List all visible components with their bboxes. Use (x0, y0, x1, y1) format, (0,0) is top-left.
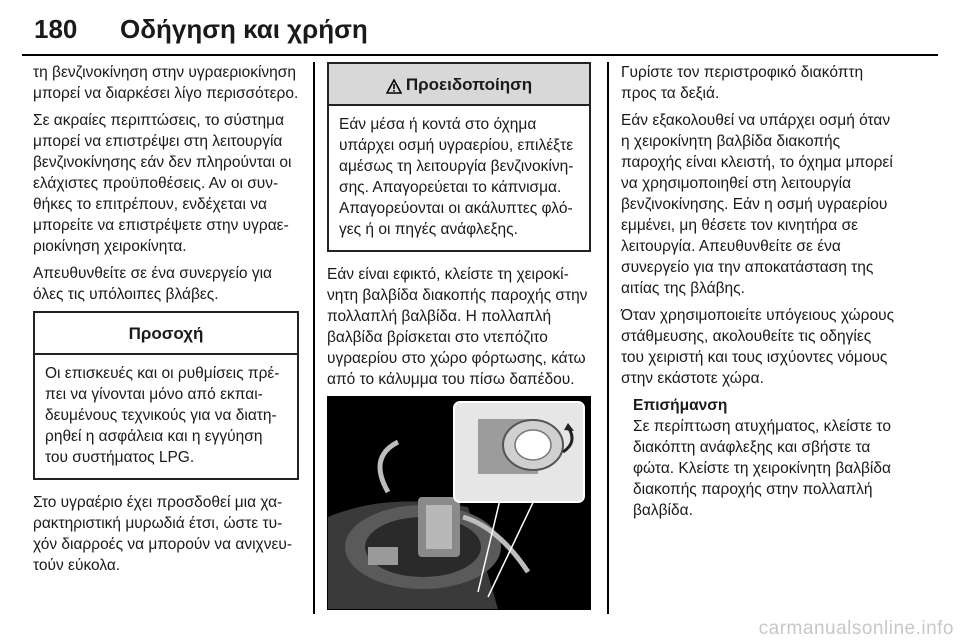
column-2 (327, 62, 591, 610)
column-1 (33, 62, 299, 582)
watermark: carmanualsonline.info (758, 618, 954, 639)
paragraph: Στο υγραέριο έχει προσδοθεί μια χαρακτηριστική μυρωδιά έτσι, ώστε τυχόν διαρροές να μπορούν να ανιχνευτούν εύκολα. (33, 494, 292, 574)
caution-box (33, 311, 299, 480)
warning-header (329, 64, 589, 106)
note-text: Σε περίπτωση ατυχήματος, κλείστε το διακόπτη ανάφλεξης και σβήστε τα φώτα. Κλείστε τη χειροκίνητη βαλβίδα διακοπής παροχής στην πολλαπλή βαλβίδα. (633, 418, 891, 519)
caution-title: Προσοχή (35, 313, 297, 355)
page-header (22, 0, 938, 56)
paragraph: Γυρίστε τον περιστροφικό διακόπτη προς τα δεξιά. (621, 64, 864, 102)
valve-illustration (327, 396, 591, 610)
column-3 (621, 62, 898, 521)
note-block (633, 395, 898, 521)
page-title: Οδήγηση και χρήση (120, 14, 368, 44)
warning-text: Εάν μέσα ή κοντά στο όχημα υπάρχει οσμή υγραερίου, επιλέξτε αμέσως τη λειτουργία βενζινοκίνησης. Απαγορεύεται το κάπνισμα. Απαγορεύονται οι ακάλυπτες φλόγες ή οι πηγές ανάφλεξης. (339, 116, 574, 238)
warning-triangle-icon (386, 78, 402, 93)
paragraph: Όταν χρησιμοποιείτε υπόγειους χώρους στάθμευσης, ακολουθείτε τις οδηγίες του χειριστή και τους ισχύοντες νόμους στην εκάστοτε χώρα. (621, 307, 895, 387)
page-number: 180 (34, 14, 78, 44)
paragraph: Εάν εξακολουθεί να υπάρχει οσμή όταν η χειροκίνητη βαλβίδα διακοπής παροχής είναι κλειστή, το όχημα μπορεί να χρησιμοποιηθεί στη λειτουργία βενζινοκίνησης. Εάν η οσμή υγραερίου εμμένει, μη θέσετε τον κινητήρα σε λειτουργία. Απευθυνθείτε σε ένα συνεργείο για την αποκατάσταση της αιτίας της βλάβης. (621, 112, 893, 297)
paragraph: Απευθυνθείτε σε ένα συνεργείο για όλες τις υπόλοιπες βλάβες. (33, 265, 272, 303)
warning-box (327, 62, 591, 252)
warning-title: Προειδοποίηση (405, 74, 533, 94)
paragraph: Σε ακραίες περιπτώσεις, το σύστημα μπορεί να επιστρέψει στη λειτουργία βενζινοκίνησης εάν δεν πληρούνται οι ελάχιστες προϋποθέσεις. Αν οι συνθήκες το επιτρέπουν, ενδέχεται να μπορείτε να επιστρέψετε στην υγραεριοκίνηση χειροκίνητα. (33, 112, 292, 255)
column-divider (313, 62, 315, 614)
paragraph: τη βενζινοκίνηση στην υγραεριοκίνηση μπορεί να διαρκέσει λίγο περισσότερο. (33, 64, 299, 102)
note-title: Επισήμανση (633, 397, 728, 414)
column-divider (607, 62, 609, 614)
caution-text: Οι επισκευές και οι ρυθμίσεις πρέπει να γίνονται μόνο από εκπαιδευμένους τεχνικούς για να διατηρηθεί η ασφάλεια και η εγγύηση του συστήματος LPG. (45, 365, 280, 466)
paragraph: Εάν είναι εφικτό, κλείστε τη χειροκίνητη βαλβίδα διακοπής παροχής στην πολλαπλή βαλβίδα. Η πολλαπλή βαλβίδα βρίσκεται στο ντεπόζιτο υγραερίου στο χώρο φόρτωσης, κάτω από το κάλυμμα του πίσω δαπέδου. (327, 266, 588, 388)
